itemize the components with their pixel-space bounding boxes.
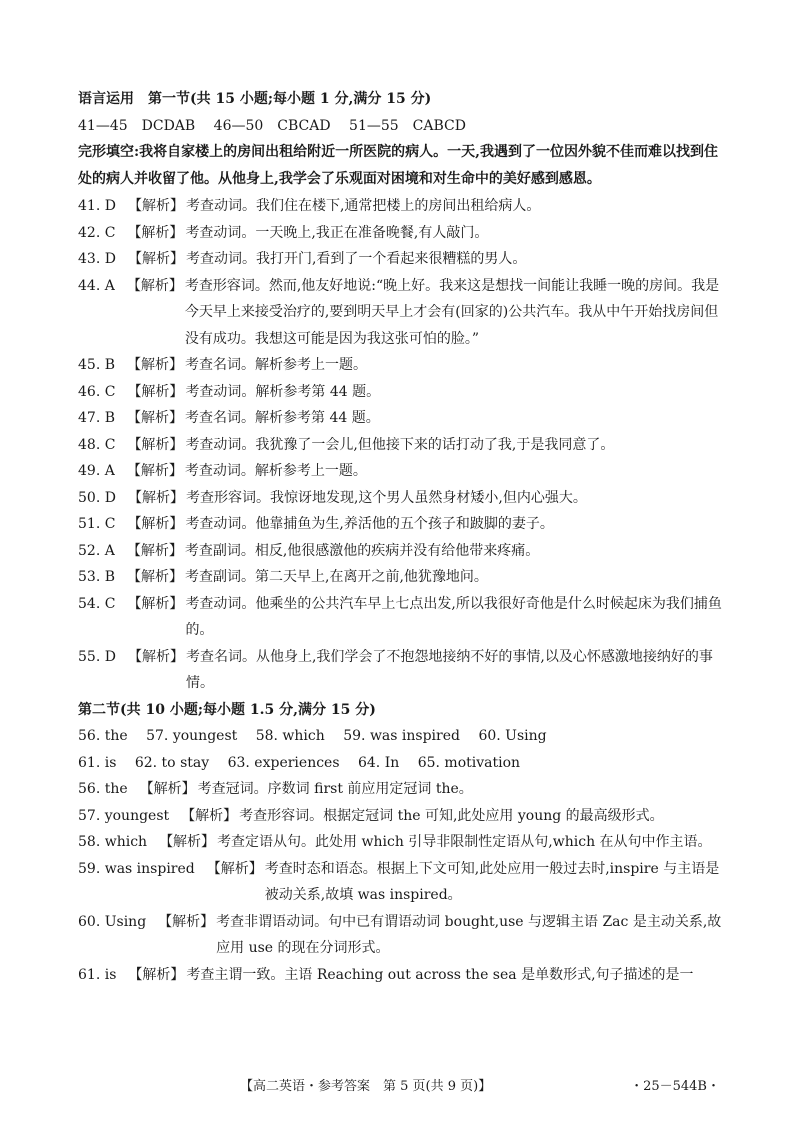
analysis-tag: 【解析】 [127,224,184,241]
item-number: 56. the [78,781,128,797]
item-text: 考查形容词。根据定冠词 the 可知,此处应用 young 的最高级形式。 [239,807,664,824]
explanation-item [78,273,728,353]
analysis-tag: 【解析】 [128,966,185,983]
item-text: 考查主谓一致。主语 Reaching out across the sea 是单数形式,句子描述的是一 [186,966,694,983]
section1-answer-keys [78,113,728,140]
item-text: 考查动词。我们住在楼下,通常把楼上的房间出租给病人。 [185,198,541,214]
item-number: 50. D [78,489,116,506]
item-text: 考查动词。解析参考第 44 题。 [185,383,381,400]
answer-key: 51—55 CABCD [349,117,466,134]
explanation-item [78,776,728,803]
item-text: 考查副词。第二天早上,在离开之前,他犹豫地问。 [185,569,488,585]
explanation-item [78,856,728,909]
explanation-item [78,193,728,220]
analysis-tag: 【解析】 [181,807,238,824]
item-number: 59. was inspired [78,860,195,877]
analysis-tag: 【解析】 [127,383,184,400]
explanation-item [78,432,728,459]
item-text: 考查动词。他靠捕鱼为生,养活他的五个孩子和跛脚的妻子。 [185,516,554,532]
answer-key: 65. motivation [417,754,521,771]
item-text: 考查非谓语动词。句中已有谓语动词 bought,use 与逻辑主语 Zac 是主动关系,故应用 use 的现在分词形式。 [216,913,722,956]
answer-key: 57. youngest [146,728,238,744]
item-number: 43. D [78,251,116,267]
analysis-tag: 【解析】 [127,410,184,426]
explanation-item [78,511,728,538]
analysis-tag: 【解析】 [127,516,184,532]
explanation-item [78,591,728,644]
section2-answers-row1 [78,723,728,750]
analysis-tag: 【解析】 [127,569,184,585]
item-number: 48. C [78,436,116,453]
item-text: 考查时态和语态。根据上下文可知,此处应用一般过去时,inspire 与主语是被动关系,故填 was inspired。 [264,860,720,903]
item-number: 42. C [78,224,116,241]
item-text: 考查动词。我犹豫了一会儿,但他接下来的话打动了我,于是我同意了。 [185,436,615,453]
analysis-tag: 【解析】 [127,648,184,665]
item-text: 考查动词。一天晚上,我正在准备晚餐,有人敲门。 [185,224,489,241]
item-number: 47. B [78,410,116,426]
analysis-tag: 【解析】 [126,277,183,294]
item-text: 考查形容词。我惊讶地发现,这个男人虽然身材矮小,但内心强大。 [185,489,587,506]
item-text: 考查名词。解析参考上一题。 [185,357,368,373]
item-text: 考查名词。解析参考第 44 题。 [185,410,380,426]
item-text: 考查动词。我打开门,看到了一个看起来很糟糕的男人。 [185,251,527,267]
analysis-tag: 【解析】 [127,489,184,506]
item-number: 41. D [78,198,116,214]
page-footer [0,1075,800,1099]
item-text: 考查冠词。序数词 first 前应用定冠词 the。 [197,781,473,797]
item-number: 55. D [78,648,116,665]
explanation-item [78,538,728,565]
answer-key: 63. experiences [227,754,340,771]
explanation-item [78,220,728,247]
item-number: 58. which [78,834,148,850]
item-number: 46. C [78,383,116,400]
analysis-tag: 【解析】 [127,198,184,214]
analysis-tag: 【解析】 [139,781,196,797]
item-number: 53. B [78,569,116,585]
section2-explanations [78,776,728,988]
answer-key: 62. to stay [134,754,210,771]
explanation-item [78,644,728,697]
item-number: 54. C [78,595,116,612]
footer-code: ・25－544B・ [630,1079,720,1094]
item-text: 考查动词。解析参考上一题。 [184,463,367,479]
analysis-tag: 【解析】 [159,834,216,850]
item-text: 考查形容词。然而,他友好地说:“晚上好。我来这是想找一间能让我睡一晚的房间。我是今天早上来接受治疗的,要到明天早上才会有(回家的)公共汽车。我从中午开始找房间但没有成功。我想这可能是因为我这张可怕的脸。” [184,277,720,347]
analysis-tag: 【解析】 [126,463,183,479]
explanation-item [78,246,728,273]
page-content [78,86,728,988]
explanation-item [78,803,728,830]
explanation-item [78,829,728,856]
answer-key: 41—45 DCDAB [78,117,196,134]
section2-header: 第二节(共 10 小题;每小题 1.5 分,满分 15 分) [78,701,376,718]
cloze-intro: 完形填空:我将自家楼上的房间出租给附近一所医院的病人。一天,我遇到了一位因外貌不佳而难以找到住处的病人并收留了他。从他身上,我学会了乐观面对困境和对生命中的美好感到感恩。 [78,144,719,187]
footer-page-info: 【高二英语・参考答案 第 5 页(共 9 页)】 [240,1079,492,1094]
answer-key: 46—50 CBCAD [213,117,331,134]
answer-key: 61. is [78,754,117,771]
answer-key: 64. In [357,754,400,771]
item-number: 51. C [78,516,116,532]
analysis-tag: 【解析】 [127,595,184,612]
item-text: 考查名词。从他身上,我们学会了不抱怨地接纳不好的事情,以及心怀感激地接纳好的事情。 [185,648,713,691]
item-text: 考查副词。相反,他很感激他的疾病并没有给他带来疼痛。 [184,542,540,559]
explanation-item [78,379,728,406]
item-text: 考查定语从句。此处用 which 引导非限制性定语从句,which 在从句中作主语。 [217,834,712,850]
item-number: 57. youngest [78,807,170,824]
analysis-tag: 【解析】 [127,436,184,453]
explanation-item [78,458,728,485]
section1-explanations [78,193,728,697]
section2-answers-row2 [78,750,728,777]
item-number: 45. B [78,357,116,373]
analysis-tag: 【解析】 [127,251,184,267]
item-text: 考查动词。他乘坐的公共汽车早上七点出发,所以我很好奇他是什么时候起床为我们捕鱼的。 [185,595,722,638]
explanation-item [78,352,728,379]
item-number: 61. is [78,966,117,983]
item-number: 49. A [78,463,115,479]
explanation-item [78,962,728,989]
item-number: 60. Using [78,913,147,930]
explanation-item [78,909,728,962]
section1-header: 语言运用 第一节(共 15 小题;每小题 1 分,满分 15 分) [78,91,432,107]
answer-key: 60. Using [478,728,547,744]
explanation-item [78,485,728,512]
explanation-item [78,405,728,432]
analysis-tag: 【解析】 [206,860,263,877]
answer-key: 59. was inspired [343,728,460,744]
item-number: 52. A [78,542,115,559]
explanation-item [78,564,728,591]
analysis-tag: 【解析】 [158,913,215,930]
answer-key: 56. the [78,728,128,744]
answer-key: 58. which [255,728,325,744]
analysis-tag: 【解析】 [126,542,183,559]
analysis-tag: 【解析】 [127,357,184,373]
item-number: 44. A [78,277,115,294]
